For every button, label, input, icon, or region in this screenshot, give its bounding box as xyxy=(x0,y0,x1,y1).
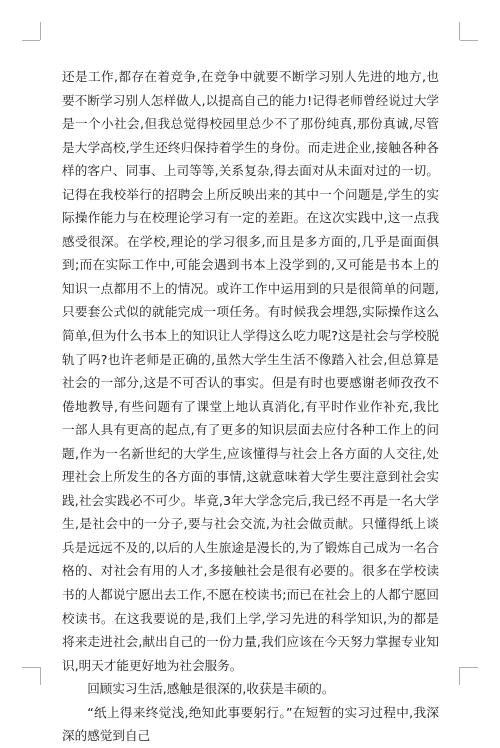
crop-mark-bottom-left-v xyxy=(40,667,41,685)
crop-mark-bottom-left-h xyxy=(22,667,40,668)
body-text xyxy=(62,65,439,748)
crop-mark-top-left-h xyxy=(22,40,40,41)
crop-mark-bottom-right-h xyxy=(460,667,478,668)
crop-mark-top-right-v xyxy=(459,22,460,40)
paragraph: 还是工作,都存在着竞争,在竞争中就要不断学习别人先进的地方,也要不断学习别人怎样做人,以提高自己的能力!记得老师曾经说过大学是一个小社会,但我总觉得校园里总少不了那份纯真,那份真诚,尽管是大学高校,学生还终归保持着学生的身份。而走进企业,接触各种各样的客户、同事、上司等等,关系复杂,得去面对从未面对过的一切。记得在我校举行的招聘会上所反映出来的其中一个问题是,学生的实际操作能力与在校理论学习有一定的差距。在这次实践中,这一点我感受很深。在学校,理论的学习很多,而且是多方面的,几乎是面面俱到;而在实际工作中,可能会遇到书本上没学到的,又可能是书本上的知识一点都用不上的情况。或许工作中运用到的只是很简单的问题,只要套公式似的就能完成一项任务。有时候我会埋怨,实际操作这么简单,但为什么书本上的知识让人学得这么吃力呢?这是社会与学校脱轨了吗?也许老师是正确的,虽然大学生生活不像踏入社会,但总算是社会的一部分,这是不可否认的事实。但是有时也要感谢老师孜孜不倦地教导,有些问题有了课堂上地认真消化,有平时作业作补充,我比一部人具有更高的起点,有了更多的知识层面去应付各种工作上的问题,作为一名新世纪的大学生,应该懂得与社会上各方面的人交往,处理社会上所发生的各方面的事情,这就意味着大学生要注意到社会实践,社会实践必不可少。毕竟,3年大学念完后,我已经不再是一名大学生,是社会中的一分子,要与社会交流,为社会做贡献。只懂得纸上谈兵是远远不及的,以后的人生旅途是漫长的,为了锻炼自己成为一名合格的、对社会有用的人才,多接触社会是很有必要的。很多在学校读书的人都说宁愿出去工作,不愿在校读书;而已在社会上的人都宁愿回校读书。在这我要说的是,我们上学,学习先进的科学知识,为的都是将来走进社会,献出自己的一份力量,我们应该在今天努力掌握专业知识,明天才能更好地为社会服务。 xyxy=(62,69,439,673)
crop-mark-top-right-h xyxy=(460,40,478,41)
crop-mark-bottom-right-v xyxy=(459,667,460,685)
crop-mark-top-left-v xyxy=(40,22,41,40)
paragraph: “纸上得来终觉浅,绝知此事要躬行。”在短暂的实习过程中,我深深的感觉到自己 xyxy=(62,704,439,744)
paragraph: 回顾实习生活,感触是很深的,收获是丰硕的。 xyxy=(87,681,335,697)
